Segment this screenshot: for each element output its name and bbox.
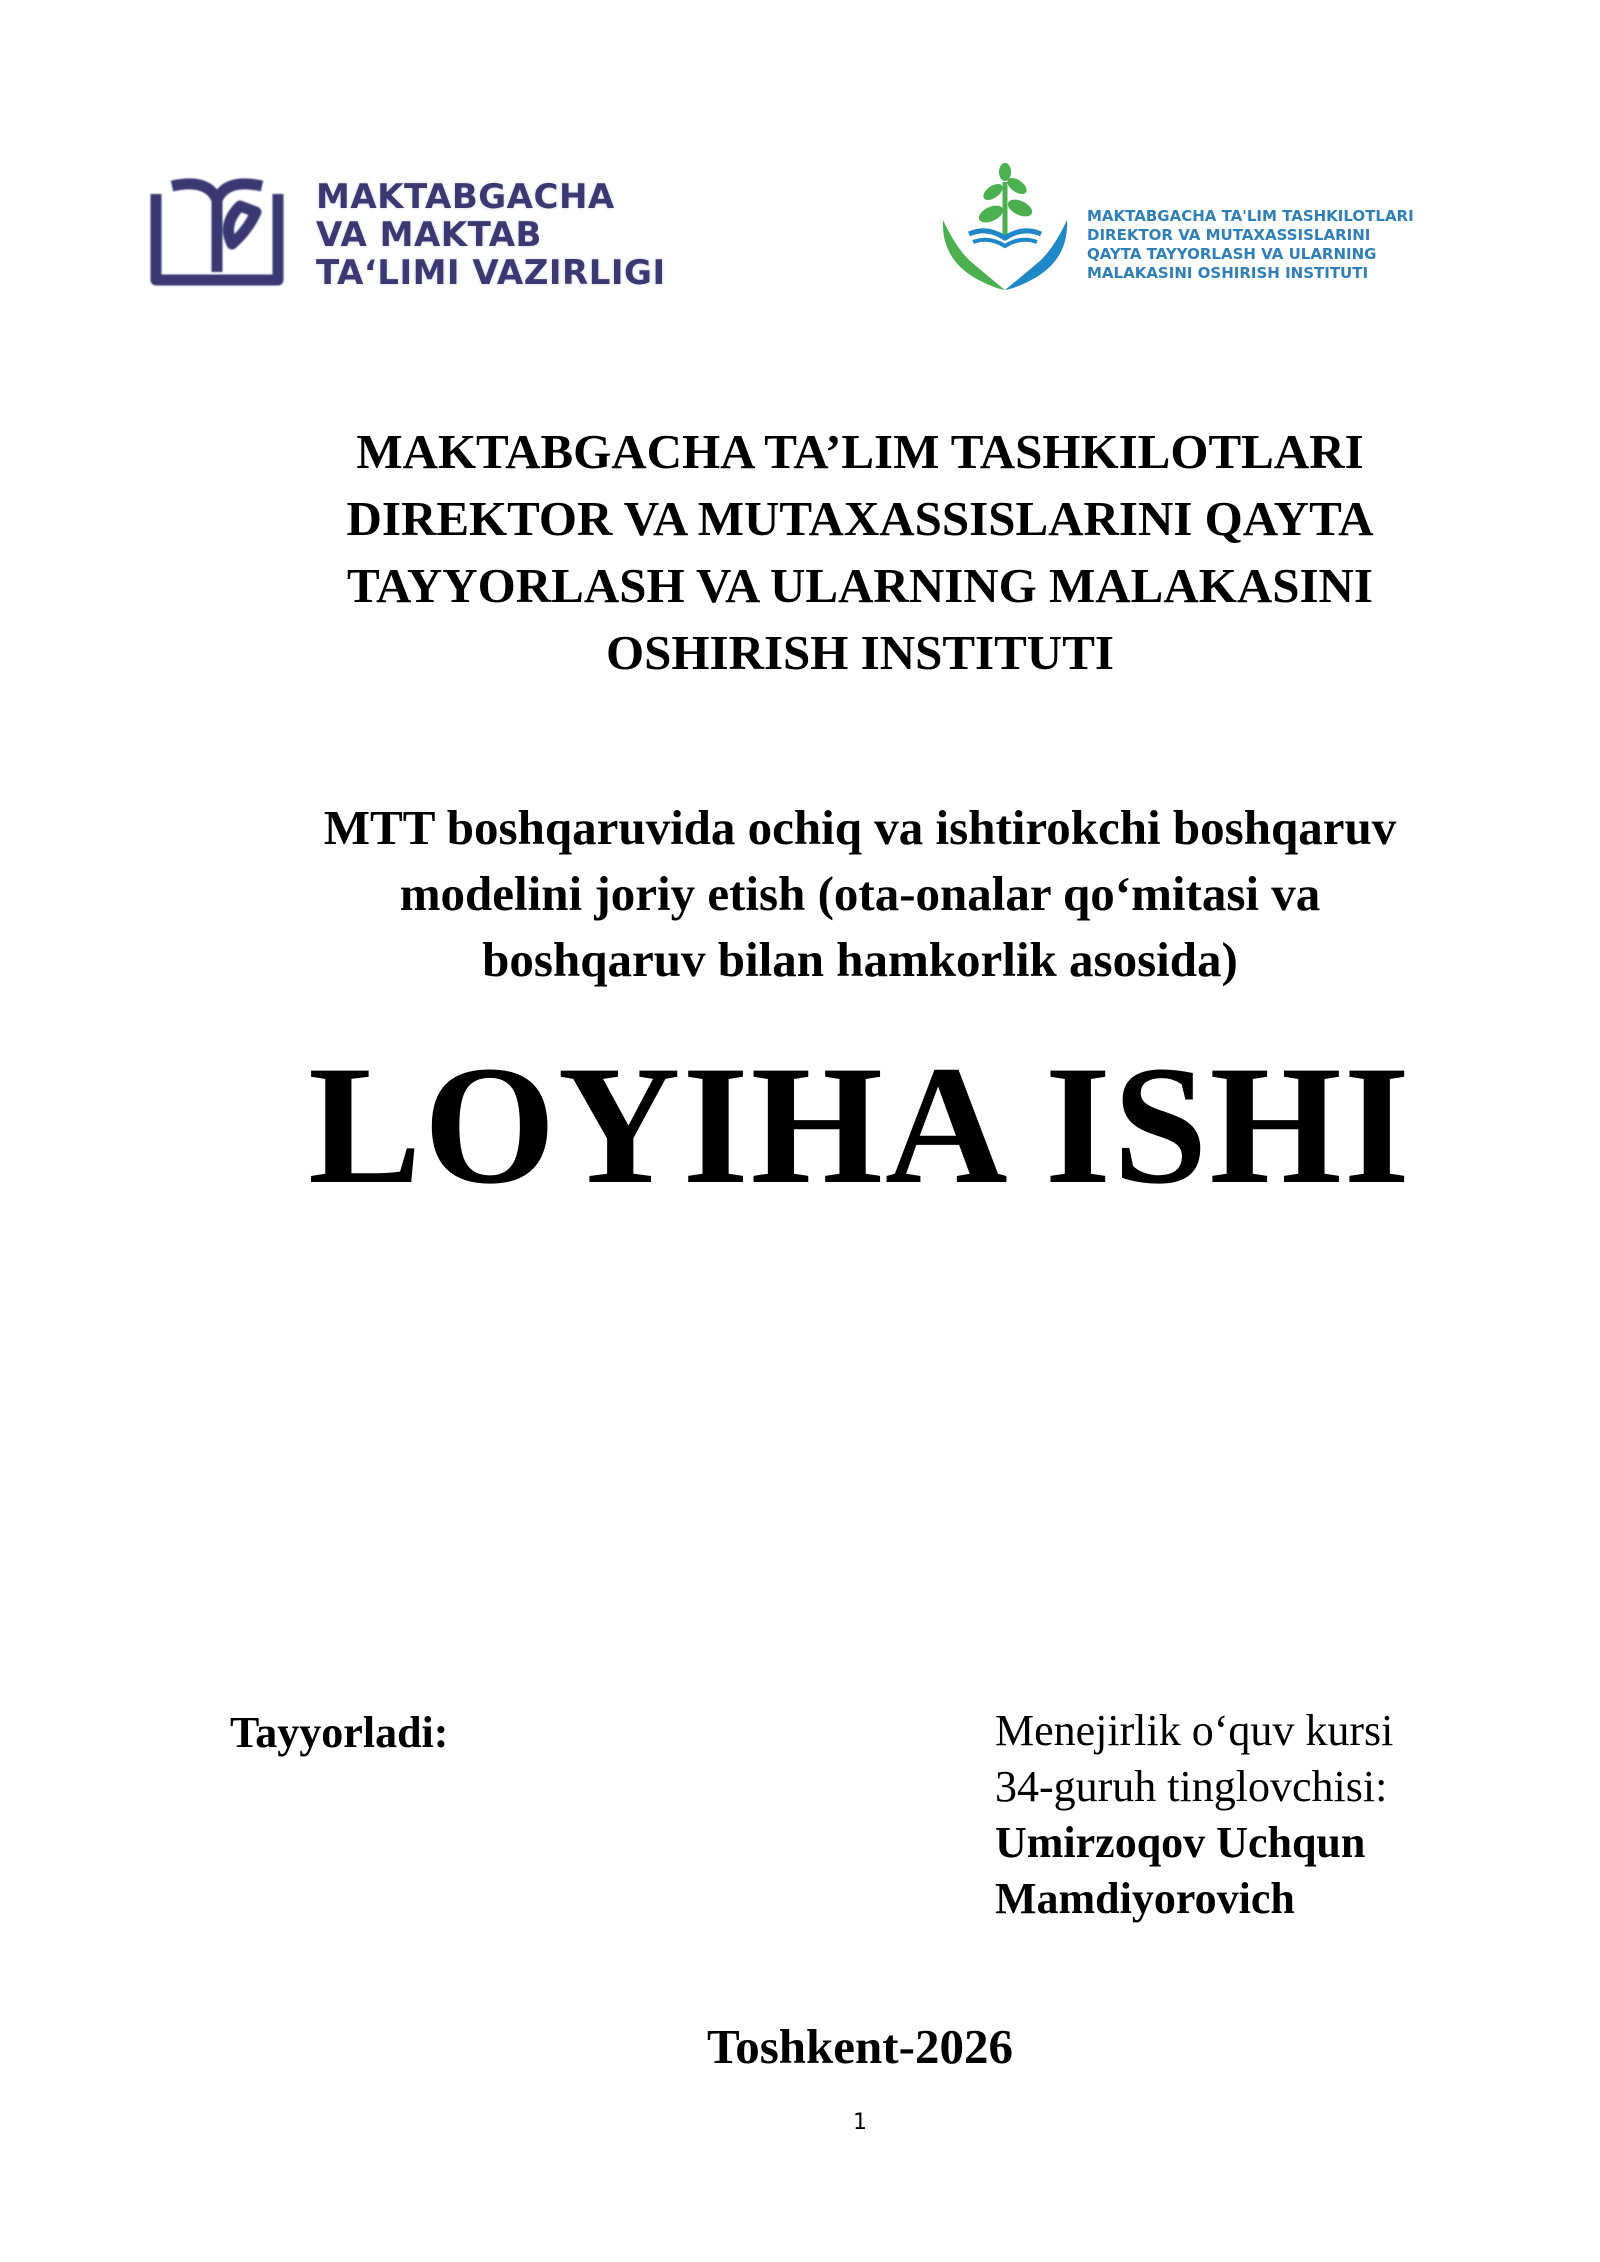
project-topic-line-2: modelini joriy etish (ota-onalar qo‘mitasi va [399, 866, 1321, 921]
ministry-name-line-2: VA MAKTAB [316, 215, 542, 255]
prepared-by-label: Tayyorladi: [230, 1708, 449, 1757]
project-topic [200, 795, 1520, 993]
institute-logo-line-2: DIREKTOR VA MUTAXASSISLARINI [1087, 226, 1371, 244]
group-label: 34-guruh tinglovchisi: [995, 1762, 1388, 1811]
project-topic-line-3: boshqaruv bilan hamkorlik asosida) [482, 932, 1238, 987]
page-number: 1 [853, 2110, 867, 2135]
project-topic-line-1: MTT boshqaruvida ochiq va ishtirokchi boshqaruv [323, 800, 1397, 855]
institute-logo-text [1087, 207, 1414, 283]
institute-logo-line-3: QAYTA TAYYORLASH VA ULARNING [1087, 245, 1377, 263]
project-work-heading: LOYIHA ISHI [308, 1031, 1412, 1219]
author-name-line-2: Mamdiyorovich [995, 1874, 1295, 1923]
institute-title-line-2: DIREKTOR VA MUTAXASSISLARINI QAYTA [346, 491, 1374, 546]
ministry-name-line-3: TAʻLIMI VAZIRLIGI [316, 253, 666, 293]
author-name-line-1: Umirzoqov Uchqun [995, 1818, 1366, 1867]
ministry-name [316, 178, 666, 292]
institute-title-line-3: TAYYORLASH VA ULARNING MALAKASINI [346, 558, 1374, 613]
course-name: Menejirlik o‘quv kursi [995, 1706, 1394, 1755]
institute-logo-line-4: MALAKASINI OSHIRISH INSTITUTI [1087, 264, 1369, 282]
institute-logo [935, 162, 1455, 302]
sprout-hands-logo-icon [935, 162, 1075, 300]
institute-title-line-1: MAKTABGACHA TA’LIM TASHKILOTLARI [356, 424, 1364, 479]
city-year: Toshkent-2026 [707, 2019, 1013, 2074]
institute-logo-line-1: MAKTABGACHA TA'LIM TASHKILOTLARI [1087, 207, 1414, 225]
author-block [995, 1703, 1393, 1927]
ministry-name-line-1: MAKTABGACHA [316, 177, 615, 217]
institute-title-line-4: OSHIRISH INSTITUTI [606, 625, 1114, 680]
ministry-logo [148, 170, 738, 295]
open-book-logo-icon [148, 172, 286, 290]
institute-title [200, 418, 1520, 686]
